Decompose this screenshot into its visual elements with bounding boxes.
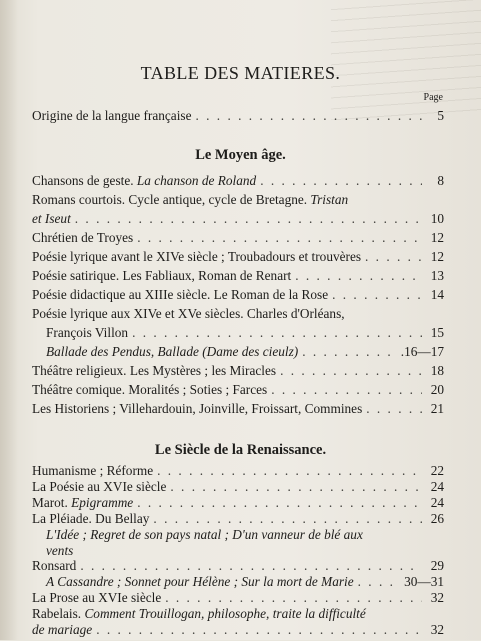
dot-leader [137, 230, 422, 246]
entry-page: 21 [430, 401, 444, 416]
entry-title: Chrétien de Troyes [32, 230, 134, 245]
dot-leader [165, 590, 422, 606]
dot-leader [137, 495, 422, 511]
entry-page: 20 [430, 382, 444, 397]
section-heading: Le Siècle de la Renaissance. [154, 442, 327, 458]
entry-page: 13 [430, 268, 444, 283]
toc-entry [32, 287, 444, 306]
entry-title: Chansons de geste. [32, 173, 137, 188]
bleed-through-texture [331, 0, 481, 120]
page-column-header: Page [423, 92, 443, 103]
entry-title: La Poésie au XVIe siècle [32, 478, 167, 494]
toc-entry-continuation [32, 622, 444, 641]
toc-entry [32, 108, 444, 127]
entry-page: 26 [430, 510, 444, 526]
entry-title: Théâtre religieux. Les Mystères ; les Miracles [32, 363, 277, 378]
entry-title-italic: et Iseut [32, 211, 71, 226]
toc-entry [32, 173, 444, 192]
dot-leader [332, 287, 422, 303]
entry-page: 22 [430, 462, 444, 478]
entry-page: 29 [430, 558, 444, 574]
entry-title-italic: Ballade des Pendus, Ballade (Dame des cieulz) [46, 344, 299, 359]
entry-page: 12 [430, 249, 444, 264]
entry-page: 8 [437, 173, 444, 188]
toc-entry [32, 401, 444, 420]
entry-page: 24 [430, 494, 444, 510]
dot-leader [196, 108, 423, 124]
dot-leader [295, 268, 422, 284]
page-title: TABLE DES MATIERES. [140, 63, 341, 83]
toc-entry [32, 249, 444, 268]
entry-title: Poésie didactique au XIIIe siècle. Le Roman de la Rose [32, 287, 329, 302]
page-gutter-shadow [0, 0, 18, 640]
entry-title: Rabelais. [32, 606, 85, 622]
toc-entry [32, 230, 444, 249]
dot-leader [280, 363, 422, 379]
entry-title-italic: A Cassandre ; Sonnet pour Hélène ; Sur la mort de Marie [46, 574, 354, 590]
entry-page: 5 [437, 108, 444, 123]
entry-title: Romans courtois. Cycle antique, cycle de Bretagne. [32, 192, 311, 207]
section-heading: Le Moyen âge. [195, 147, 286, 163]
toc-entry [32, 363, 444, 382]
entry-title: Marot. [32, 494, 72, 510]
toc-entry [32, 192, 444, 211]
dot-leader [96, 622, 422, 638]
dot-leader [302, 344, 397, 360]
entry-page: 24 [430, 478, 444, 494]
dot-leader [153, 511, 422, 527]
dot-leader [271, 382, 422, 398]
entry-page: 30—31 [404, 574, 444, 590]
entry-title: François Villon [46, 325, 129, 340]
entry-page: 15 [430, 325, 444, 340]
dot-leader [80, 558, 422, 574]
dot-leader [157, 463, 422, 479]
entry-title-italic: Comment Trouillogan, philosophe, traite la difficulté [84, 606, 366, 622]
entry-title: Ronsard [32, 558, 77, 574]
entry-page: 32 [430, 622, 444, 637]
dot-leader [358, 574, 400, 590]
entry-page: .16—17 [400, 344, 444, 359]
entry-title: Poésie lyrique avant le XIVe siècle ; Troubadours et trouvères [32, 249, 362, 264]
entry-title: Théâtre comique. Moralités ; Soties ; Farces [32, 382, 268, 397]
entry-title-italic: Tristan [310, 192, 349, 207]
entry-title: Humanisme ; Réforme [32, 462, 154, 478]
entry-page: 14 [430, 287, 444, 302]
dot-leader [366, 401, 422, 417]
toc-entry [32, 382, 444, 401]
toc-entry-continuation [46, 325, 444, 344]
entry-page: 18 [430, 363, 444, 378]
entry-title: Poésie lyrique aux XIVe et XVe siècles. Charles d'Orléans, [32, 306, 345, 321]
entry-title-italic: Epigramme [71, 494, 134, 510]
toc-entry [46, 344, 444, 363]
entry-title-italic: L'Idée ; Regret de son pays natal ; D'un vanneur de blé aux [46, 526, 363, 542]
entry-title: Origine de la langue française [32, 108, 192, 123]
entry-title: Les Historiens ; Villehardouin, Joinville, Froissart, Commines [32, 401, 363, 416]
dot-leader [365, 249, 422, 265]
entry-title-italic-continuation: vents [46, 542, 74, 558]
dot-leader [170, 479, 422, 495]
entry-title-italic: de mariage [32, 622, 93, 637]
toc-entry [32, 306, 444, 325]
entry-title: La Prose au XVIe siècle [32, 590, 162, 606]
toc-entry-continuation [32, 211, 444, 230]
entry-title-italic: La chanson de Roland [136, 173, 257, 188]
dot-leader [75, 211, 422, 227]
toc-entry [32, 268, 444, 287]
entry-title: La Pléiade. Du Bellay [32, 510, 150, 526]
dot-leader [132, 325, 422, 341]
entry-page: 32 [430, 590, 444, 606]
entry-page: 12 [430, 230, 444, 245]
dot-leader [260, 173, 422, 189]
entry-page: 10 [430, 211, 444, 226]
entry-title: Poésie satirique. Les Fabliaux, Roman de Renart [32, 268, 292, 283]
